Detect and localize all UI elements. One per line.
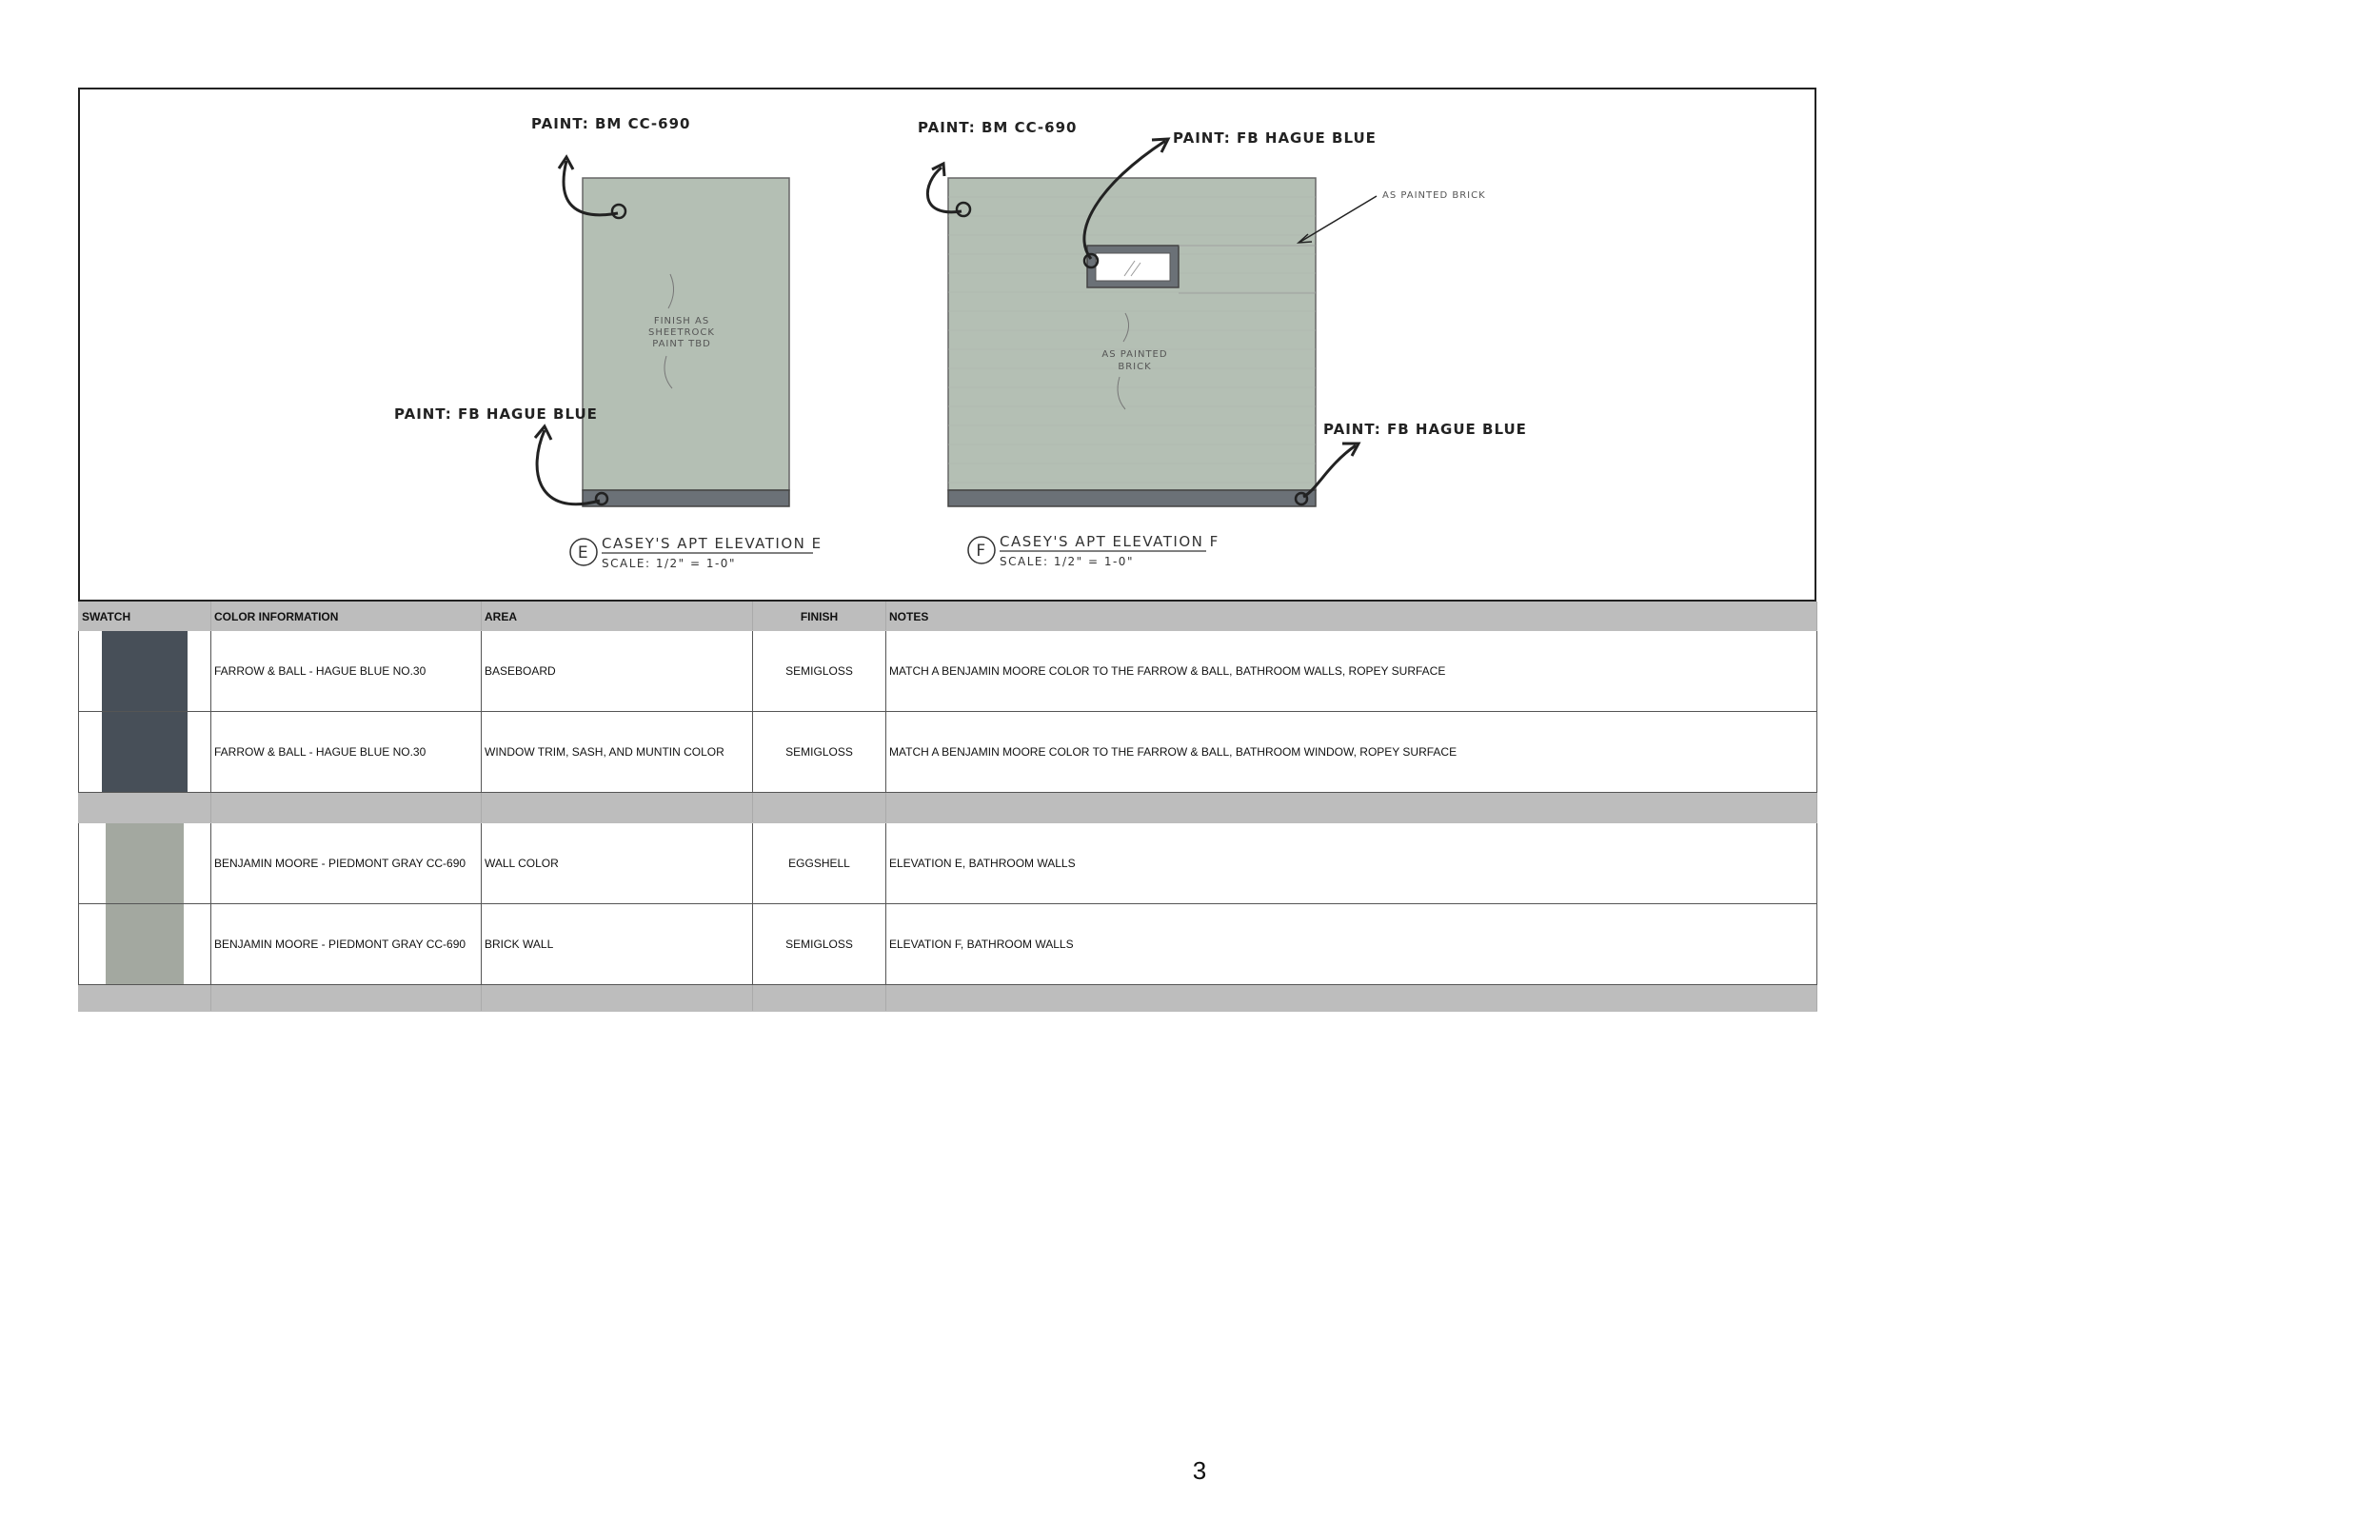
elevation-f-wall [948,178,1316,490]
header-finish: FINISH [753,602,886,631]
elevation-f-marker-letter: F [976,542,987,561]
color-information-cell: FARROW & BALL - HAGUE BLUE NO.30 [211,631,482,712]
elevation-f-window-glass [1096,253,1170,281]
notes-cell: MATCH A BENJAMIN MOORE COLOR TO THE FARROW & BALL, BATHROOM WALLS, ROPEY SURFACE [886,631,1817,712]
header-area: AREA [482,602,753,631]
finish-cell: EGGSHELL [753,823,886,904]
header-notes: NOTES [886,602,1817,631]
table-row [79,712,1817,793]
area-cell: WINDOW TRIM, SASH, AND MUNTIN COLOR [482,712,753,793]
elevation-e-scale: SCALE: 1/2" = 1-0" [602,557,736,570]
elevation-e-baseboard [583,490,789,506]
elevation-drawing-svg [80,89,1816,602]
elevation-f-scale: SCALE: 1/2" = 1-0" [1000,555,1134,568]
elevation-f [918,119,1527,568]
swatch-cell [79,631,211,712]
elevation-e-title: CASEY'S APT ELEVATION E [602,535,823,552]
notes-cell: ELEVATION F, BATHROOM WALLS [886,904,1817,985]
elevation-f-callout-bottom: PAINT: FB HAGUE BLUE [1323,421,1527,438]
table-header-row [79,602,1817,631]
swatch-cell [79,904,211,985]
page-number: 3 [1192,1456,1207,1485]
area-cell: BRICK WALL [482,904,753,985]
table-row [79,904,1817,985]
table-spacer-row [79,985,1817,1012]
finish-cell: SEMIGLOSS [753,631,886,712]
elevation-f-callout-window: PAINT: FB HAGUE BLUE [1173,129,1377,147]
notes-cell: ELEVATION E, BATHROOM WALLS [886,823,1817,904]
elevation-e-note-line-1: FINISH AS [653,316,710,326]
finish-cell: SEMIGLOSS [753,712,886,793]
elevation-e-marker-letter: E [577,543,590,563]
swatch-chip [106,823,184,903]
paint-schedule-table [78,602,1817,1012]
table-spacer-row [79,793,1817,823]
area-cell: BASEBOARD [482,631,753,712]
header-color-information: COLOR INFORMATION [211,602,482,631]
swatch-chip [102,631,188,711]
header-swatch: SWATCH [79,602,211,631]
elevation-e-note-line-3: PAINT TBD [652,339,711,349]
color-information-cell: BENJAMIN MOORE - PIEDMONT GRAY CC-690 [211,823,482,904]
elevation-e-note-line-2: SHEETROCK [648,327,715,338]
finish-cell: SEMIGLOSS [753,904,886,985]
table-row [79,823,1817,904]
swatch-cell [79,823,211,904]
elevation-f-title: CASEY'S APT ELEVATION F [1000,533,1220,550]
color-information-cell: BENJAMIN MOORE - PIEDMONT GRAY CC-690 [211,904,482,985]
elevation-f-callout-brick: AS PAINTED BRICK [1382,190,1486,201]
elevation-e-callout-bottom: PAINT: FB HAGUE BLUE [394,405,598,423]
swatch-cell [79,712,211,793]
elevation-drawing [78,88,1816,602]
elevation-f-baseboard [948,490,1316,506]
swatch-chip [106,904,184,984]
elevation-f-note-line-2: BRICK [1118,362,1152,372]
area-cell: WALL COLOR [482,823,753,904]
color-information-cell: FARROW & BALL - HAGUE BLUE NO.30 [211,712,482,793]
swatch-chip [102,712,188,792]
elevation-e [394,115,823,570]
elevation-f-callout-top: PAINT: BM CC-690 [918,119,1078,136]
elevation-f-note-line-1: AS PAINTED [1101,349,1168,360]
elevation-e-callout-top: PAINT: BM CC-690 [531,115,691,132]
table-row [79,631,1817,712]
notes-cell: MATCH A BENJAMIN MOORE COLOR TO THE FARROW & BALL, BATHROOM WINDOW, ROPEY SURFACE [886,712,1817,793]
